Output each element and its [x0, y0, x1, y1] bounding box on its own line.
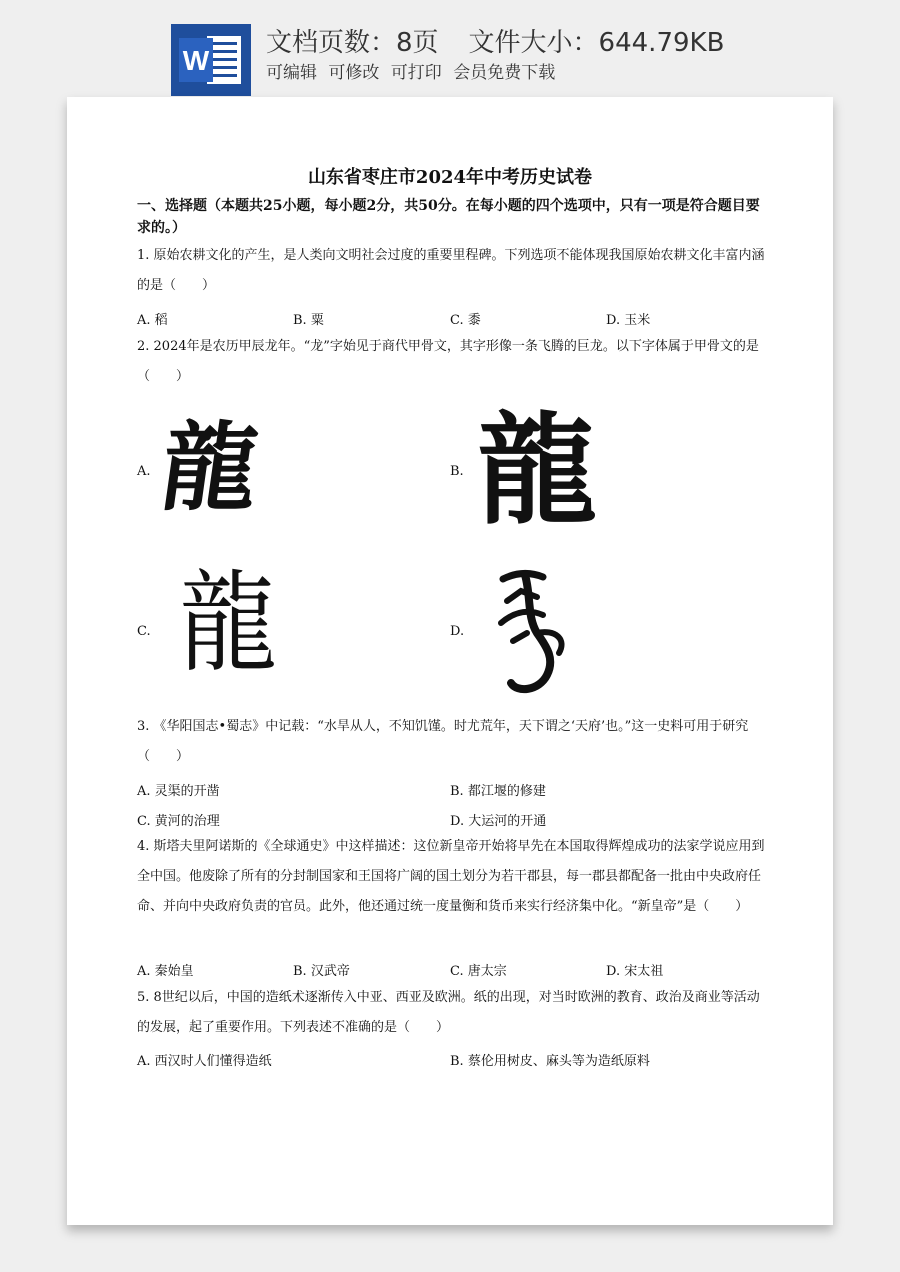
document-page [67, 97, 833, 1225]
q5-option-a[interactable]: A. 西汉时人们懂得造纸 [137, 1054, 272, 1069]
page-count: 文档页数：8页 [266, 28, 439, 58]
q1-option-b[interactable]: B. 粟 [293, 313, 324, 328]
question-3-stem: 3. 《华阳国志•蜀志》中记载：“水旱从人，不知饥馑。时尤荒年，天下谓之‘天府’也。”这一史料可用于研究（ ） [137, 719, 749, 764]
dragon-glyph-a: 龍 [154, 412, 266, 524]
q4-option-c[interactable]: C. 唐太宗 [450, 964, 507, 979]
q2-option-d[interactable]: D. [450, 624, 465, 639]
section-heading: 一、选择题（本题共25小题，每小题2分，共50分。在每小题的四个选项中，只有一项是符合题目要求的。） [137, 198, 760, 236]
word-document-icon [171, 24, 251, 96]
q2-option-a[interactable]: A. [137, 464, 151, 479]
q4-option-b[interactable]: B. 汉武帝 [293, 964, 350, 979]
q3-option-b[interactable]: B. 都江堰的修建 [450, 784, 546, 799]
file-info [266, 22, 724, 59]
file-size: 文件大小：644.79KB [468, 28, 725, 58]
dragon-glyph-c: 龍 [179, 560, 278, 688]
dragon-glyph-b: 龍 [477, 402, 597, 541]
question-5-stem: 5. 8世纪以后，中国的造纸术逐渐传入中亚、西亚及欧洲。纸的出现，对当时欧洲的教育、政治及商业等活动的发展，起了重要作用。下列表述不准确的是（ ） [137, 990, 760, 1035]
q3-option-c[interactable]: C. 黄河的治理 [137, 814, 220, 829]
q4-option-d[interactable]: D. 宋太祖 [606, 964, 664, 979]
q4-option-a[interactable]: A. 秦始皇 [137, 964, 194, 979]
q3-option-a[interactable]: A. 灵渠的开凿 [137, 784, 220, 799]
oracle-bone-dragon-glyph [497, 567, 577, 711]
q2-option-b[interactable]: B. [450, 464, 464, 479]
q2-option-c[interactable]: C. [137, 624, 151, 639]
logo-letter: W [182, 45, 210, 76]
question-1-stem: 1. 原始农耕文化的产生，是人类向文明社会过度的重要里程碑。下列选项不能体现我国原始农耕文化丰富内涵的是（ ） [137, 248, 765, 293]
document-title: 山东省枣庄市2024年中考历史试卷 [307, 167, 593, 188]
q1-option-d[interactable]: D. 玉米 [606, 313, 651, 328]
q1-option-c[interactable]: C. 黍 [450, 313, 481, 328]
question-4-stem: 4. 斯塔夫里阿诺斯的《全球通史》中这样描述：这位新皇帝开始将早先在本国取得辉煌成功的法家学说应用到全中国。他废除了所有的分封制国家和王国将广阔的国土划分为若干郡县，每一郡县都配备一批由中央政府任命、并向中央政府负责的官员。此外，他还通过统一度量衡和货币来实行经济集中化。“新皇帝”是（ ） [137, 839, 765, 914]
q1-option-a[interactable]: A. 稻 [137, 313, 168, 328]
download-header [0, 0, 900, 100]
q3-option-d[interactable]: D. 大运河的开通 [450, 814, 547, 829]
question-2-stem: 2. 2024年是农历甲辰龙年。“龙”字始见于商代甲骨文，其字形像一条飞腾的巨龙。以下字体属于甲骨文的是（ ） [137, 339, 759, 384]
q5-option-b[interactable]: B. 蔡伦用树皮、麻头等为造纸原料 [450, 1054, 650, 1069]
feature-list: 可编辑 可修改 可打印 会员免费下载 [266, 63, 556, 83]
